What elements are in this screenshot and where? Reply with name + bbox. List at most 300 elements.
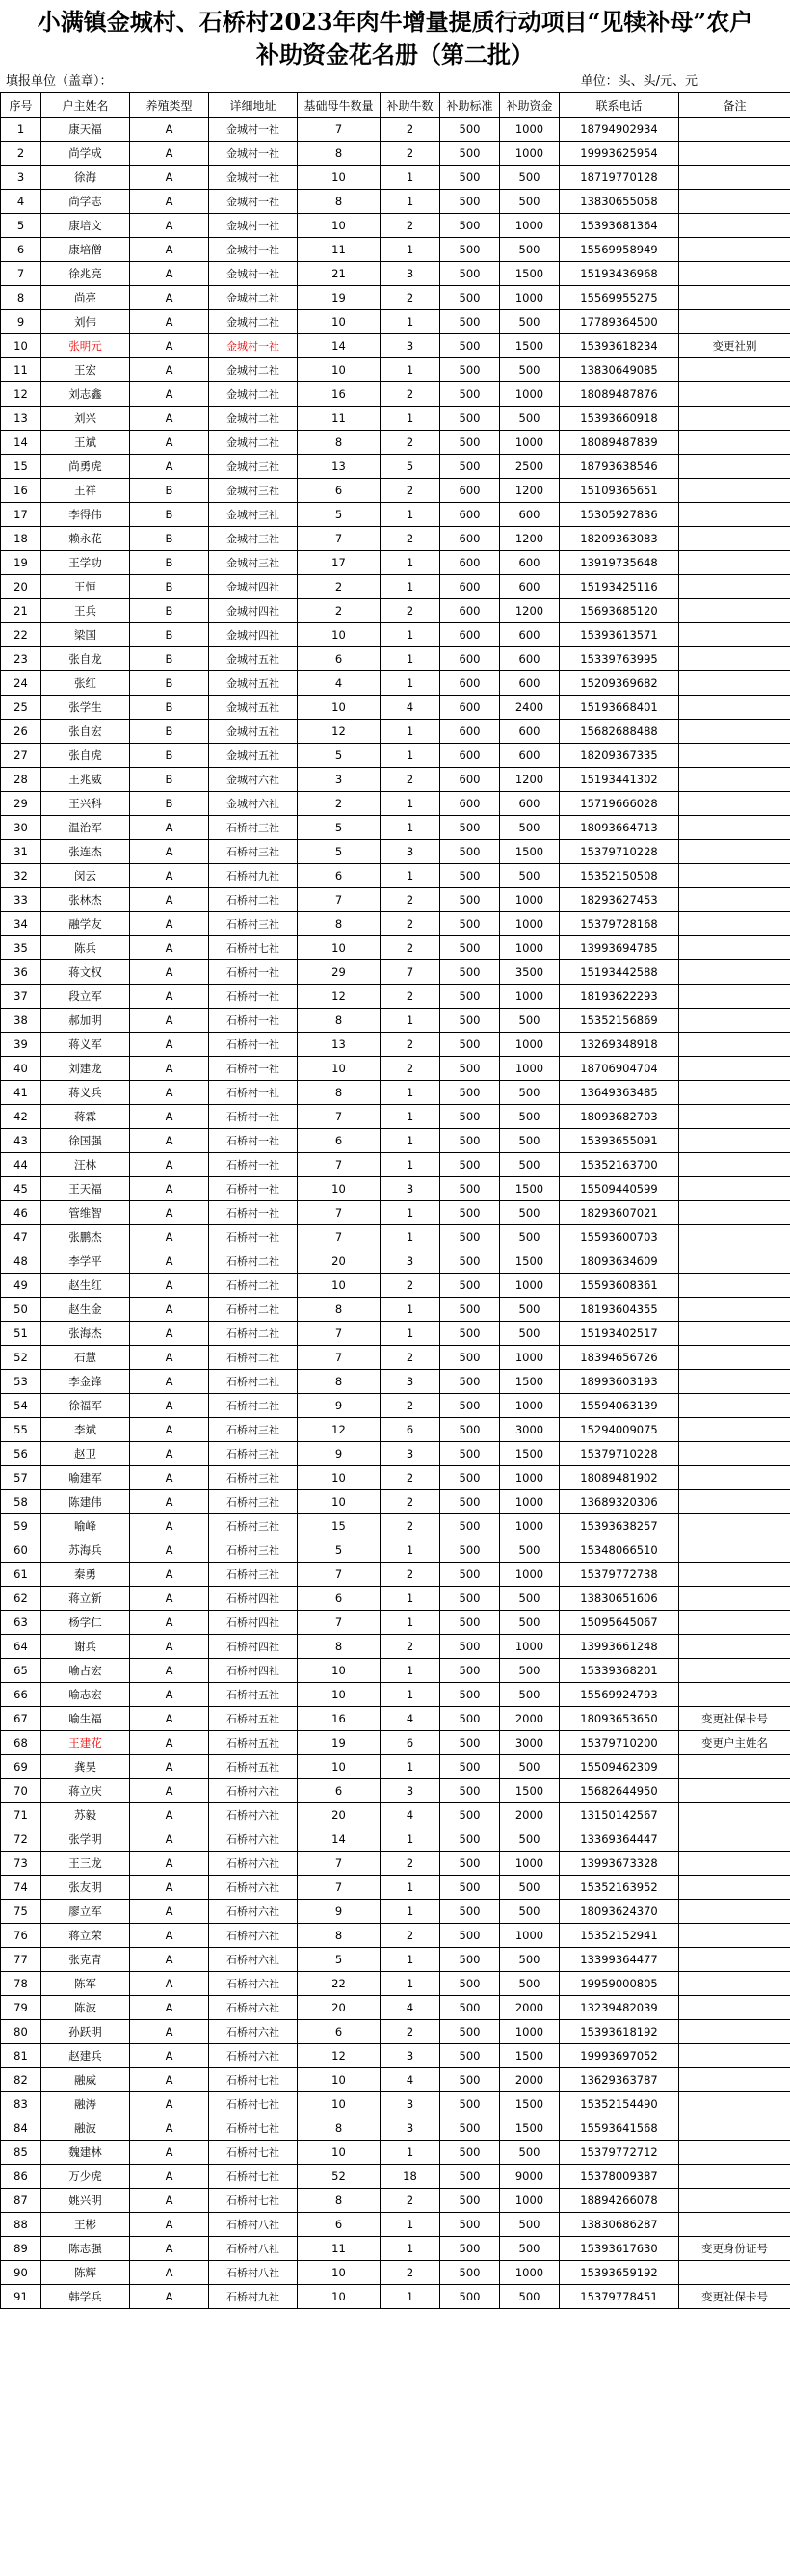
col-standard-cell: 500	[440, 214, 500, 238]
col-phone-cell: 13689320306	[560, 1490, 679, 1514]
col-standard-cell: 500	[440, 912, 500, 936]
col-amount-cell: 3000	[500, 1418, 560, 1442]
col-base-cows-cell: 8	[298, 912, 381, 936]
col-amount-cell: 500	[500, 1587, 560, 1611]
col-remark-cell	[679, 286, 790, 310]
meta-row	[0, 71, 790, 92]
col-standard-cell: 500	[440, 1900, 500, 1924]
col-address-cell: 石桥村一社	[209, 1081, 298, 1105]
col-base-cows-cell: 7	[298, 1611, 381, 1635]
col-no-cell: 43	[1, 1129, 41, 1153]
col-base-cows-cell: 16	[298, 1707, 381, 1731]
col-no-cell: 88	[1, 2213, 41, 2237]
col-base-cows-cell: 10	[298, 1683, 381, 1707]
col-address-cell: 石桥村七社	[209, 2141, 298, 2165]
col-amount-cell: 500	[500, 1105, 560, 1129]
col-name-cell: 张鹏杰	[41, 1225, 130, 1249]
table-row	[1, 2092, 790, 2116]
table-row	[1, 238, 790, 262]
col-standard-cell: 500	[440, 1370, 500, 1394]
col-subsidy-count-cell: 1	[381, 1827, 440, 1852]
col-type-cell: A	[130, 1370, 209, 1394]
col-type-cell: A	[130, 1490, 209, 1514]
col-no-cell: 22	[1, 623, 41, 647]
col-base-cows-cell: 10	[298, 1466, 381, 1490]
col-no-cell: 13	[1, 407, 41, 431]
col-address-cell: 金城村一社	[209, 238, 298, 262]
col-phone-cell: 15339763995	[560, 647, 679, 671]
col-amount-cell: 1000	[500, 888, 560, 912]
col-no-cell: 11	[1, 358, 41, 382]
col-no-cell: 37	[1, 985, 41, 1009]
col-base-cows-cell: 8	[298, 1635, 381, 1659]
col-address-cell: 金城村一社	[209, 142, 298, 166]
table-row	[1, 1803, 790, 1827]
col-base-cows-cell: 52	[298, 2165, 381, 2189]
col-base-cows-cell: 10	[298, 696, 381, 720]
col-base-cows-cell: 10	[298, 2092, 381, 2116]
col-amount-cell: 500	[500, 864, 560, 888]
table-row	[1, 1442, 790, 1466]
col-name-cell: 张自宏	[41, 720, 130, 744]
col-name-cell: 张自龙	[41, 647, 130, 671]
table-row	[1, 407, 790, 431]
col-subsidy-count-cell: 3	[381, 2092, 440, 2116]
col-subsidy-count-cell: 4	[381, 1707, 440, 1731]
col-subsidy-count-cell: 3	[381, 1779, 440, 1803]
col-address-cell: 石桥村二社	[209, 1394, 298, 1418]
table-row	[1, 1996, 790, 2020]
col-type-cell: A	[130, 214, 209, 238]
col-standard-cell: 500	[440, 1563, 500, 1587]
col-type-cell: A	[130, 1129, 209, 1153]
col-remark-cell	[679, 118, 790, 142]
col-standard-cell: 500	[440, 2165, 500, 2189]
table-row	[1, 575, 790, 599]
col-amount-cell: 2400	[500, 696, 560, 720]
col-type-cell: A	[130, 1563, 209, 1587]
col-subsidy-count-cell: 1	[381, 816, 440, 840]
col-amount-cell: 1500	[500, 1779, 560, 1803]
col-name-cell: 郝加明	[41, 1009, 130, 1033]
col-name-cell: 徐兆亮	[41, 262, 130, 286]
col-standard-cell: 500	[440, 118, 500, 142]
col-subsidy-count-cell: 1	[381, 503, 440, 527]
col-standard-cell: 600	[440, 696, 500, 720]
col-name-cell: 刘伟	[41, 310, 130, 334]
table-row	[1, 1587, 790, 1611]
col-phone-cell: 13830651606	[560, 1587, 679, 1611]
col-amount-cell: 2500	[500, 455, 560, 479]
col-amount-cell: 500	[500, 407, 560, 431]
col-address-cell: 石桥村六社	[209, 1900, 298, 1924]
col-amount-cell: 1000	[500, 382, 560, 407]
col-remark-cell	[679, 1900, 790, 1924]
col-type-cell: B	[130, 792, 209, 816]
col-no-cell: 57	[1, 1466, 41, 1490]
col-no-cell: 48	[1, 1249, 41, 1274]
col-name-cell: 王祥	[41, 479, 130, 503]
col-base-cows-cell: 10	[298, 310, 381, 334]
col-amount-cell: 600	[500, 575, 560, 599]
col-standard-cell: 500	[440, 455, 500, 479]
col-amount-cell: 500	[500, 1827, 560, 1852]
col-remark-cell	[679, 960, 790, 985]
col-no-cell: 18	[1, 527, 41, 551]
col-name-cell: 尚勇虎	[41, 455, 130, 479]
col-type-cell: A	[130, 2068, 209, 2092]
col-amount-cell: 1500	[500, 1370, 560, 1394]
table-row	[1, 1394, 790, 1418]
col-base-cows-cell: 12	[298, 985, 381, 1009]
col-amount-cell: 500	[500, 1153, 560, 1177]
col-base-cows-cell: 10	[298, 1177, 381, 1201]
col-name-cell: 苏海兵	[41, 1538, 130, 1563]
col-base-cows-cell: 7	[298, 1563, 381, 1587]
col-base-cows-cell: 9	[298, 1900, 381, 1924]
col-remark-cell	[679, 1105, 790, 1129]
col-name-cell: 段立军	[41, 985, 130, 1009]
table-row	[1, 1876, 790, 1900]
col-name-cell: 尚学志	[41, 190, 130, 214]
col-remark-cell	[679, 1129, 790, 1153]
table-row	[1, 2285, 790, 2309]
col-name-cell: 姚兴明	[41, 2189, 130, 2213]
col-address-cell: 石桥村七社	[209, 2092, 298, 2116]
col-name-cell: 万少虎	[41, 2165, 130, 2189]
col-type-cell: A	[130, 1827, 209, 1852]
col-base-cows-cell: 14	[298, 1827, 381, 1852]
col-address-cell: 石桥村三社	[209, 1466, 298, 1490]
col-address-cell: 石桥村三社	[209, 1442, 298, 1466]
col-no-cell: 81	[1, 2044, 41, 2068]
col-remark-cell	[679, 2165, 790, 2189]
col-address-cell: 石桥村三社	[209, 1563, 298, 1587]
col-address-cell: 石桥村九社	[209, 2285, 298, 2309]
col-type-cell: A	[130, 2092, 209, 2116]
col-amount-cell: 1200	[500, 768, 560, 792]
col-phone-cell: 13993661248	[560, 1635, 679, 1659]
col-standard-cell: 500	[440, 407, 500, 431]
col-phone-cell: 15393618192	[560, 2020, 679, 2044]
col-type-cell: A	[130, 1201, 209, 1225]
col-phone-cell: 15393655091	[560, 1129, 679, 1153]
col-remark-cell	[679, 1948, 790, 1972]
col-remark-cell	[679, 1635, 790, 1659]
col-type-cell: A	[130, 190, 209, 214]
col-base-cows-cell: 3	[298, 768, 381, 792]
col-amount-cell: 500	[500, 1322, 560, 1346]
col-no-cell: 19	[1, 551, 41, 575]
col-remark-cell	[679, 2020, 790, 2044]
col-no-cell: 25	[1, 696, 41, 720]
col-type-cell: A	[130, 1249, 209, 1274]
col-no-cell: 78	[1, 1972, 41, 1996]
col-phone-cell: 15393638257	[560, 1514, 679, 1538]
col-address-cell: 石桥村一社	[209, 1153, 298, 1177]
col-remark-cell	[679, 2141, 790, 2165]
col-type-cell: B	[130, 623, 209, 647]
col-remark-cell: 变更户主姓名	[679, 1731, 790, 1755]
col-phone-cell: 18193622293	[560, 985, 679, 1009]
col-amount-cell: 3000	[500, 1731, 560, 1755]
col-remark-cell	[679, 1514, 790, 1538]
col-amount-cell: 500	[500, 1683, 560, 1707]
col-base-cows-cell: 7	[298, 1322, 381, 1346]
col-phone-cell: 18093634609	[560, 1249, 679, 1274]
col-subsidy-count-cell: 3	[381, 1370, 440, 1394]
col-base-cows-cell: 13	[298, 1033, 381, 1057]
col-remark-cell	[679, 455, 790, 479]
col-phone-cell: 15379728168	[560, 912, 679, 936]
col-no-header: 序号	[1, 93, 41, 118]
col-type-cell: A	[130, 1755, 209, 1779]
col-subsidy-count-cell: 1	[381, 2237, 440, 2261]
col-phone-cell: 15393660918	[560, 407, 679, 431]
table-row	[1, 1611, 790, 1635]
col-type-cell: A	[130, 358, 209, 382]
col-standard-cell: 500	[440, 2068, 500, 2092]
col-remark-cell	[679, 696, 790, 720]
col-standard-cell: 500	[440, 1274, 500, 1298]
col-remark-cell	[679, 2092, 790, 2116]
col-no-cell: 80	[1, 2020, 41, 2044]
col-phone-cell: 15593600703	[560, 1225, 679, 1249]
col-subsidy-count-cell: 1	[381, 1298, 440, 1322]
col-base-cows-cell: 11	[298, 2237, 381, 2261]
col-name-cell: 喻占宏	[41, 1659, 130, 1683]
col-name-cell: 徐海	[41, 166, 130, 190]
col-phone-cell: 19993625954	[560, 142, 679, 166]
col-subsidy-count-cell: 1	[381, 1972, 440, 1996]
table-row	[1, 310, 790, 334]
col-standard-cell: 500	[440, 1611, 500, 1635]
col-amount-cell: 1000	[500, 2261, 560, 2285]
col-address-cell: 金城村三社	[209, 551, 298, 575]
col-address-cell: 金城村二社	[209, 431, 298, 455]
col-base-cows-header: 基础母牛数量	[298, 93, 381, 118]
col-name-cell: 李学平	[41, 1249, 130, 1274]
header-row	[1, 93, 790, 118]
col-remark-cell	[679, 1177, 790, 1201]
col-base-cows-cell: 6	[298, 647, 381, 671]
col-phone-cell: 15193442588	[560, 960, 679, 985]
col-phone-cell: 15379772712	[560, 2141, 679, 2165]
col-subsidy-count-cell: 3	[381, 1442, 440, 1466]
col-amount-cell: 500	[500, 1225, 560, 1249]
col-amount-cell: 3500	[500, 960, 560, 985]
col-no-cell: 20	[1, 575, 41, 599]
col-phone-cell: 13919735648	[560, 551, 679, 575]
col-phone-cell: 15594063139	[560, 1394, 679, 1418]
col-no-cell: 68	[1, 1731, 41, 1755]
col-phone-cell: 19959000805	[560, 1972, 679, 1996]
col-phone-cell: 15193425116	[560, 575, 679, 599]
col-type-cell: A	[130, 166, 209, 190]
col-standard-cell: 500	[440, 1538, 500, 1563]
col-base-cows-cell: 8	[298, 142, 381, 166]
table-row	[1, 2116, 790, 2141]
col-no-cell: 49	[1, 1274, 41, 1298]
col-amount-cell: 600	[500, 792, 560, 816]
col-type-cell: B	[130, 671, 209, 696]
col-address-cell: 金城村五社	[209, 647, 298, 671]
col-no-cell: 45	[1, 1177, 41, 1201]
col-no-cell: 62	[1, 1587, 41, 1611]
col-subsidy-count-cell: 1	[381, 310, 440, 334]
col-subsidy-count-cell: 4	[381, 696, 440, 720]
col-phone-cell: 15193436968	[560, 262, 679, 286]
col-name-cell: 王建花	[41, 1731, 130, 1755]
col-subsidy-count-cell: 1	[381, 407, 440, 431]
col-type-cell: A	[130, 840, 209, 864]
table-row	[1, 1514, 790, 1538]
col-name-cell: 赖永花	[41, 527, 130, 551]
col-remark-cell	[679, 2189, 790, 2213]
col-standard-cell: 500	[440, 1153, 500, 1177]
col-address-cell: 石桥村八社	[209, 2261, 298, 2285]
col-remark-cell	[679, 1418, 790, 1442]
col-subsidy-count-cell: 1	[381, 1611, 440, 1635]
col-name-cell: 张林杰	[41, 888, 130, 912]
col-no-cell: 56	[1, 1442, 41, 1466]
col-type-cell: A	[130, 1948, 209, 1972]
col-base-cows-cell: 8	[298, 2116, 381, 2141]
col-address-cell: 石桥村一社	[209, 1057, 298, 1081]
col-base-cows-cell: 10	[298, 1659, 381, 1683]
col-base-cows-cell: 10	[298, 2285, 381, 2309]
col-subsidy-count-cell: 5	[381, 455, 440, 479]
col-phone-cell: 13830655058	[560, 190, 679, 214]
col-type-cell: A	[130, 2285, 209, 2309]
col-name-cell: 魏建林	[41, 2141, 130, 2165]
col-standard-cell: 500	[440, 1779, 500, 1803]
table-row	[1, 1177, 790, 1201]
col-no-cell: 73	[1, 1852, 41, 1876]
col-no-cell: 50	[1, 1298, 41, 1322]
col-address-cell: 石桥村八社	[209, 2237, 298, 2261]
col-no-cell: 65	[1, 1659, 41, 1683]
col-address-cell: 石桥村一社	[209, 1225, 298, 1249]
col-subsidy-count-cell: 3	[381, 840, 440, 864]
col-subsidy-count-cell: 6	[381, 1418, 440, 1442]
table-row	[1, 166, 790, 190]
col-remark-cell	[679, 382, 790, 407]
col-standard-cell: 600	[440, 551, 500, 575]
table-row	[1, 2020, 790, 2044]
col-address-cell: 石桥村六社	[209, 1852, 298, 1876]
col-remark-cell	[679, 1611, 790, 1635]
col-remark-cell	[679, 1009, 790, 1033]
col-standard-cell: 500	[440, 1394, 500, 1418]
col-subsidy-count-cell: 3	[381, 2044, 440, 2068]
col-amount-cell: 1000	[500, 431, 560, 455]
col-no-cell: 42	[1, 1105, 41, 1129]
col-amount-cell: 1500	[500, 2116, 560, 2141]
col-base-cows-cell: 8	[298, 190, 381, 214]
col-address-cell: 石桥村一社	[209, 1009, 298, 1033]
col-name-cell: 李得伟	[41, 503, 130, 527]
col-subsidy-count-cell: 2	[381, 2189, 440, 2213]
col-name-cell: 张红	[41, 671, 130, 696]
col-subsidy-count-cell: 18	[381, 2165, 440, 2189]
col-address-cell: 石桥村六社	[209, 1972, 298, 1996]
col-no-cell: 30	[1, 816, 41, 840]
col-subsidy-count-cell: 1	[381, 671, 440, 696]
table-row	[1, 286, 790, 310]
table-row	[1, 1900, 790, 1924]
col-standard-cell: 500	[440, 1876, 500, 1900]
col-name-cell: 温治军	[41, 816, 130, 840]
col-type-cell: A	[130, 310, 209, 334]
col-standard-cell: 500	[440, 864, 500, 888]
col-no-cell: 8	[1, 286, 41, 310]
col-type-cell: B	[130, 503, 209, 527]
col-base-cows-cell: 10	[298, 166, 381, 190]
col-standard-cell: 500	[440, 1996, 500, 2020]
table-row	[1, 142, 790, 166]
col-amount-cell: 2000	[500, 1707, 560, 1731]
col-address-cell: 石桥村三社	[209, 840, 298, 864]
col-no-cell: 41	[1, 1081, 41, 1105]
col-base-cows-cell: 5	[298, 816, 381, 840]
col-phone-cell: 15393617630	[560, 2237, 679, 2261]
col-subsidy-count-cell: 1	[381, 623, 440, 647]
col-remark-cell	[679, 527, 790, 551]
col-no-cell: 39	[1, 1033, 41, 1057]
col-no-cell: 91	[1, 2285, 41, 2309]
col-base-cows-cell: 6	[298, 2020, 381, 2044]
col-remark-cell	[679, 671, 790, 696]
col-amount-cell: 500	[500, 1009, 560, 1033]
col-standard-cell: 600	[440, 599, 500, 623]
col-amount-cell: 500	[500, 1538, 560, 1563]
col-address-cell: 石桥村四社	[209, 1659, 298, 1683]
col-amount-cell: 1000	[500, 1635, 560, 1659]
table-row	[1, 1225, 790, 1249]
table-row	[1, 1683, 790, 1707]
col-no-cell: 38	[1, 1009, 41, 1033]
col-name-cell: 喻生福	[41, 1707, 130, 1731]
col-subsidy-count-cell: 1	[381, 1129, 440, 1153]
col-base-cows-cell: 9	[298, 1442, 381, 1466]
col-standard-cell: 500	[440, 262, 500, 286]
col-standard-cell: 500	[440, 816, 500, 840]
col-name-cell: 王兆威	[41, 768, 130, 792]
col-no-cell: 33	[1, 888, 41, 912]
col-base-cows-cell: 6	[298, 479, 381, 503]
col-name-cell: 管维智	[41, 1201, 130, 1225]
table-row	[1, 1346, 790, 1370]
col-phone-cell: 18794902934	[560, 118, 679, 142]
col-phone-cell: 15294009075	[560, 1418, 679, 1442]
col-type-cell: A	[130, 407, 209, 431]
col-amount-cell: 1000	[500, 286, 560, 310]
col-standard-cell: 500	[440, 1418, 500, 1442]
col-remark-cell	[679, 407, 790, 431]
col-no-cell: 36	[1, 960, 41, 985]
col-remark-cell	[679, 1803, 790, 1827]
fill-unit-label: 填报单位（盖章）：	[6, 74, 113, 89]
col-no-cell: 4	[1, 190, 41, 214]
col-base-cows-cell: 10	[298, 214, 381, 238]
col-base-cows-cell: 12	[298, 2044, 381, 2068]
col-phone-cell: 15352152941	[560, 1924, 679, 1948]
col-no-cell: 79	[1, 1996, 41, 2020]
col-phone-cell: 15569955275	[560, 286, 679, 310]
col-name-cell: 赵卫	[41, 1442, 130, 1466]
col-name-cell: 蒋义军	[41, 1033, 130, 1057]
